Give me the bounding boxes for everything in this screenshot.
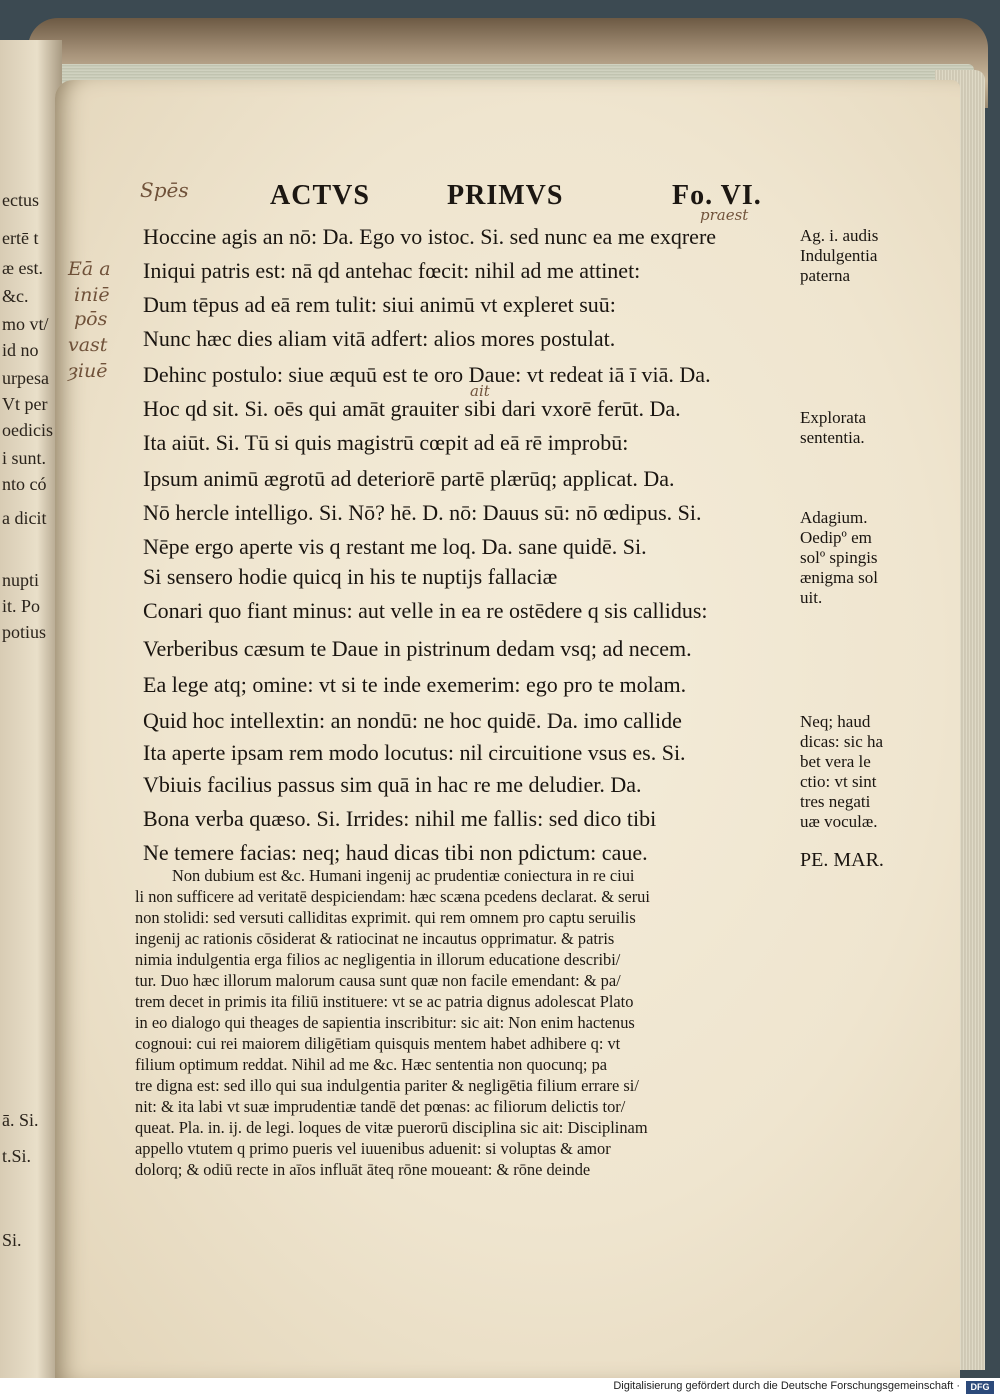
verse-line: Bona verba quæso. Si. Irrides: nihil me fallis: sed dico tibi [143, 806, 657, 831]
left-fragment: a dicit [2, 508, 47, 528]
footer-bar [0, 1378, 1000, 1398]
left-fragment: Vt per [2, 394, 48, 414]
left-fragment: nto có [2, 474, 47, 494]
commentary-line: dolorq; & odiū recte in aīos influāt āteq rōne moueant: & rōne deinde [135, 1160, 591, 1179]
commentary-line: in eo dialogo qui theages de sapientia inscribitur: sic ait: Non enim hactenus [135, 1013, 635, 1032]
commentary-line: nimia indulgentia erga filios ac negligentia in illorum educatione describi/ [135, 950, 621, 969]
left-fragment: æ est. [2, 258, 44, 278]
handwritten-note: Eā a [68, 258, 111, 280]
left-fragment: ā. Si. [2, 1110, 39, 1130]
handwritten-note: iniē [74, 284, 110, 306]
verse-line: Hoccine agis an nō: Da. Ego vo istoc. Si. sed nunc ea me exqrere [143, 224, 717, 249]
verse-line: Iniqui patris est: nā qd antehac fœcit: nihil ad me attinet: [143, 258, 641, 283]
commentary-line: trem decet in primis ita filiū instituere: vt se ac patria dignus adolescat Plato [135, 992, 634, 1011]
verse-line: Vbiuis facilius passus sim quā in hac re me deludier. Da. [143, 772, 642, 797]
running-head-center: PRIMVS [447, 180, 564, 211]
verse-line: Ita aiūt. Si. Tū si quis magistrū cœpit ad eā rē improbū: [143, 430, 629, 455]
left-fragment: &c. [2, 286, 29, 306]
handwritten-note: Spēs [140, 178, 189, 202]
verse-line: Quid hoc intellextin: an nondū: ne hoc quidē. Da. imo callide [143, 708, 682, 733]
commentary-line: tur. Duo hæc illorum malorum causa sunt quæ non facile emendant: & pa/ [135, 971, 621, 990]
running-head-left: ACTVS [270, 180, 370, 211]
left-fragment: nupti [2, 570, 40, 590]
commentary-line: appello vtutem q primo pueris vel iuuenibus aduenit: si voluptas & amor [135, 1139, 611, 1158]
left-fragment: mo vt/ [2, 314, 49, 334]
left-fragment: Si. [2, 1230, 22, 1250]
verse-line: Hoc qd sit. Si. oēs qui amāt grauiter sibi dari vxorē ferūt. Da. [143, 396, 681, 421]
commentary-line: nit: & ita labi vt suæ imprudentiæ tandē det pœnas: ac filiorum delictis tor/ [135, 1097, 626, 1116]
left-fragment: i sunt. [2, 448, 47, 468]
handwritten-note: ait [470, 382, 490, 400]
side-note: Adagium. Oedipº em solº spingis ænigma sol uit. [800, 508, 878, 607]
commentary-line: Non dubium est &c. Humani ingenij ac prudentiæ coniectura in re ciui [172, 866, 635, 885]
verse-line: Nunc hæc dies aliam vitā adfert: alios mores postulat. [143, 326, 616, 351]
handwritten-note: vast [68, 334, 108, 356]
handwritten-note: praest [700, 206, 749, 224]
verse-line: Ea lege atq; omine: vt si te inde exemerim: ego pro te molam. [143, 672, 687, 697]
left-fragment: ertē t [2, 228, 39, 248]
left-fragment: urpesa [2, 368, 49, 388]
commentary-line: cognoui: cui rei maiorem diligētiam quisquis mentem habet adhibere q: vt [135, 1034, 621, 1053]
side-note: Neq; haud dicas: sic ha bet vera le ctio: vt sint tres negati uæ voculæ. [800, 712, 884, 831]
side-note: Ag. i. audis Indulgentia paterna [800, 226, 879, 285]
commentary-line: ingenij ac rationis cōsiderat & ratiocinat ne incautus opprimatur. & patris [135, 929, 615, 948]
left-page [0, 40, 62, 1378]
folio-number: Fo. VI. [672, 180, 762, 211]
verse-line: Conari quo fiant minus: aut velle in ea re ostēdere q sis callidus: [143, 598, 708, 623]
verse-line: Dehinc postulo: siue æquū est te oro Daue: vt redeat iā ī viā. Da. [143, 362, 711, 387]
left-fragment: id no [2, 340, 39, 360]
verse-line: Ne temere facias: neq; haud dicas tibi non pdictum: caue. [143, 840, 648, 865]
verse-line: Verberibus cæsum te Daue in pistrinum dedam vsq; ad necem. [143, 636, 692, 661]
handwritten-note: ȝiuē [68, 360, 108, 382]
verse-line: Nēpe ergo aperte vis q restant me loq. Da. sane quidē. Si. [143, 534, 647, 559]
left-fragment: ectus [2, 190, 39, 210]
commentary-line: tre digna est: sed illo qui sua indulgentia pariter & negligētia filium errare si/ [135, 1076, 639, 1095]
verse-line: Ita aperte ipsam rem modo locutus: nil circuitione vsus es. Si. [143, 740, 686, 765]
commentary-line: non stolidi: sed versuti calliditas exprimit. qui rem omnem pro captu seruilis [135, 908, 636, 927]
funding-credit: Digitalisierung gefördert durch die Deutsche Forschungsgemeinschaft · [613, 1380, 960, 1392]
side-note: PE. MAR. [800, 849, 884, 871]
commentary-line: queat. Pla. in. ij. de legi. loques de vitæ puerorū disciplina sic ait: Disciplinam [135, 1118, 648, 1137]
verse-line: Si sensero hodie quicq in his te nuptijs fallaciæ [143, 564, 558, 589]
verse-line: Nō hercle intelligo. Si. Nō? hē. D. nō: Dauus sū: nō œdipus. Si. [143, 500, 702, 525]
verse-line: Dum tēpus ad eā rem tulit: siui animū vt expleret suū: [143, 292, 616, 317]
left-fragment: it. Po [2, 596, 41, 616]
left-fragment: t.Si. [2, 1146, 32, 1166]
dfg-logo-icon: DFG [966, 1381, 994, 1394]
handwritten-note: pōs [74, 308, 108, 330]
left-fragment: potius [2, 622, 47, 642]
side-note: Explorata sententia. [800, 408, 867, 447]
commentary-line: li non sufficere ad veritatē despiciendam: hæc scæna pcedens declarat. & serui [135, 887, 650, 906]
left-fragment: oedicis [2, 420, 53, 440]
commentary-line: filium optimum reddat. Nihil ad me &c. Hæc sententia non quocunq; pa [135, 1055, 608, 1074]
verse-line: Ipsum animū ægrotū ad deteriorē partē plærūq; applicat. Da. [143, 466, 675, 491]
